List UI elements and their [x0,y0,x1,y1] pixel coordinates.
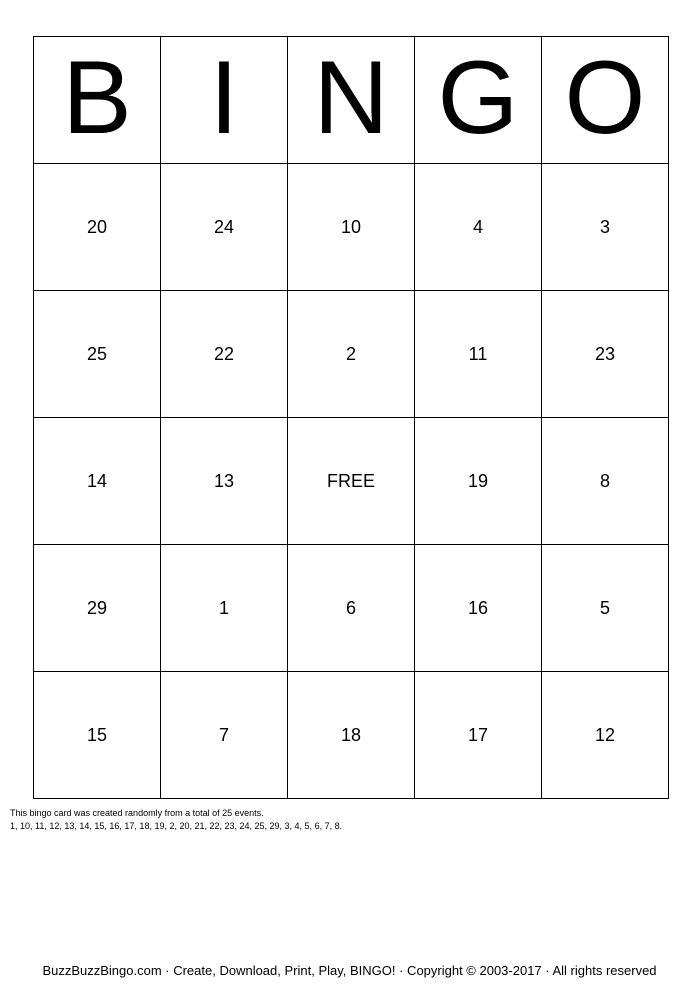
bingo-cell: 17 [415,672,542,799]
bingo-cell: 8 [542,418,669,545]
header-letter: O [564,40,646,156]
bingo-cell: 20 [34,164,161,291]
free-space-cell: FREE [288,418,415,545]
header-letter: I [209,40,239,156]
bingo-row [34,672,669,799]
bingo-cell: 24 [161,164,288,291]
header-letter-b [34,37,161,164]
bingo-cell: 19 [415,418,542,545]
header-letter: B [62,40,132,156]
bingo-cell: 29 [34,545,161,672]
header-letter-o [542,37,669,164]
bingo-cell: 25 [34,291,161,418]
bingo-cell: 12 [542,672,669,799]
bingo-cell: 5 [542,545,669,672]
bingo-cell: 2 [288,291,415,418]
bingo-cell: 14 [34,418,161,545]
card-info-text: This bingo card was created randomly from a total of 25 events. [10,808,264,818]
bingo-cell: 7 [161,672,288,799]
bingo-cell: 10 [288,164,415,291]
bingo-cell: 18 [288,672,415,799]
header-letter-n [288,37,415,164]
bingo-cell: 11 [415,291,542,418]
bingo-header-row [34,37,669,164]
bingo-cell: 16 [415,545,542,672]
bingo-row [34,291,669,418]
header-letter-i [161,37,288,164]
bingo-row [34,418,669,545]
bingo-row [34,164,669,291]
header-letter: N [313,40,389,156]
bingo-cell: 23 [542,291,669,418]
bingo-row [34,545,669,672]
bingo-cell: 13 [161,418,288,545]
bingo-cell: 4 [415,164,542,291]
event-list-text: 1, 10, 11, 12, 13, 14, 15, 16, 17, 18, 19, 2, 20, 21, 22, 23, 24, 25, 29, 3, 4, 5, 6, 7, 8. [10,821,343,831]
bingo-card [33,36,669,799]
bingo-cell: 15 [34,672,161,799]
bingo-cell: 3 [542,164,669,291]
header-letter: G [437,40,519,156]
header-letter-g [415,37,542,164]
footer-copyright: BuzzBuzzBingo.com · Create, Download, Print, Play, BINGO! · Copyright © 2003-2017 · All rights reserved [42,963,657,978]
bingo-cell: 22 [161,291,288,418]
bingo-cell: 6 [288,545,415,672]
bingo-cell: 1 [161,545,288,672]
